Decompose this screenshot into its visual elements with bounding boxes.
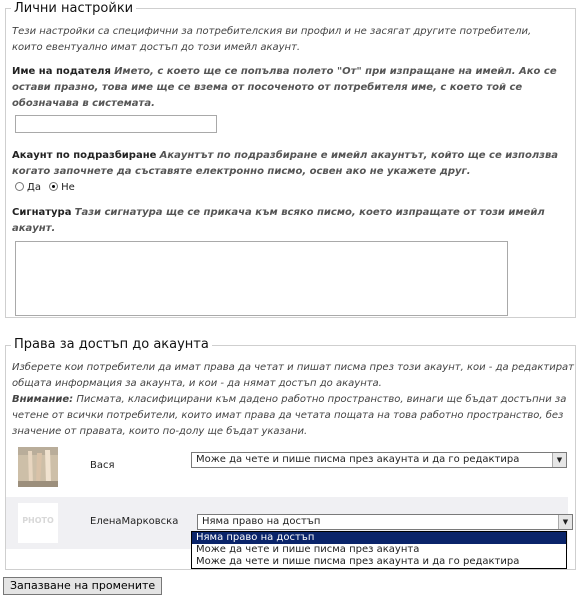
permission-dropdown-list: [191, 531, 567, 569]
sender-name-field: [12, 64, 560, 112]
default-account-yes-radio[interactable]: [15, 182, 24, 191]
signature-textarea[interactable]: [15, 241, 508, 316]
sender-name-help: Името, с което ще се попълва полето "От" при изпращане на имейл. Ако се остави празно, това име ще се взема от посоченото от потребителя име, с което той се обозначава в системата.: [12, 66, 557, 109]
permission-option[interactable]: Няма право на достъп: [192, 532, 566, 544]
user-permission-select[interactable]: [197, 514, 573, 530]
default-account-field: [12, 148, 560, 180]
signature-label: Сигнатура: [12, 207, 72, 218]
user-permission-select[interactable]: [191, 452, 567, 468]
default-account-radios: [15, 180, 75, 196]
signature-field: [12, 205, 552, 237]
selected-permission: Може да чете и пише писма през акаунта и да го редактира: [196, 454, 520, 465]
save-changes-button[interactable]: Запазване на промените: [3, 577, 162, 595]
photo-placeholder-text: PHOTO: [22, 516, 54, 525]
default-account-no-radio[interactable]: [49, 182, 58, 191]
default-account-yes-label: Да: [27, 182, 41, 193]
default-account-label: Акаунт по подразбиране: [12, 150, 157, 161]
default-account-no-label: Не: [61, 182, 75, 193]
access-rights-description: [12, 360, 574, 440]
chevron-down-icon[interactable]: ▼: [552, 453, 566, 467]
access-note-text: Писмата, класифицирани към дадено работно пространство, винаги ще бъдат достъпни за четене от всички потребители, които имат права да четата пощата на това работно пространство, без значение от правата, които по-долу ще бъдат указани.: [12, 394, 567, 437]
user-row-vasya: [6, 441, 568, 493]
permission-option[interactable]: Може да чете и пише писма през акаунта: [196, 544, 420, 555]
access-rights-legend: Права за достъп до акаунта: [11, 337, 212, 352]
user-avatar-placeholder: [18, 503, 58, 543]
access-note-label: Внимание:: [12, 394, 74, 405]
mannequin-photo-icon: [18, 447, 58, 487]
signature-help: Тази сигнатура ще се прикача към всяко писмо, което изпращате от този имейл акаунт.: [12, 207, 545, 234]
access-description-text: Изберете кои потребители да имат права да четат и пишат писма през този акаунт, кои - да редактират общата информация за акаунта, и кои - да нямат достъп до акаунта.: [12, 362, 574, 389]
sender-name-input[interactable]: [15, 115, 217, 133]
default-account-help: Акаунтът по подразбиране е имейл акаунтът, който ще се използва когато започнете да съставяте електронно писмо, освен ако не укажете друг.: [12, 150, 559, 177]
chevron-down-icon[interactable]: ▼: [558, 515, 572, 529]
sender-name-label: Име на подателя: [12, 66, 111, 77]
user-name: Вася: [90, 460, 115, 471]
user-avatar-photo: [18, 447, 58, 487]
user-name: ЕленаМарковска: [90, 516, 179, 527]
personal-settings-description: Тези настройки са специфични за потребителския ви профил и не засягат другите потребители, които евентуално имат достъп до този имейл акаунт.: [12, 26, 532, 53]
selected-permission: Няма право на достъп: [202, 516, 321, 527]
personal-settings-legend: Лични настройки: [11, 1, 136, 16]
permission-option[interactable]: Може да чете и пише писма през акаунта и да го редактира: [196, 556, 520, 567]
